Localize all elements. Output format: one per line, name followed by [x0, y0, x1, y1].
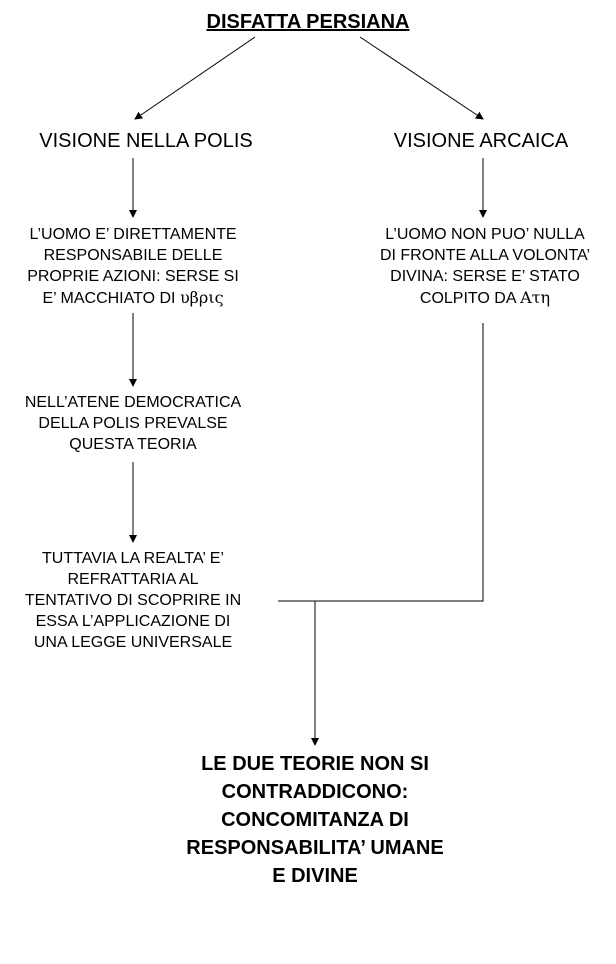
text-line: QUESTA TEORIA	[69, 436, 197, 453]
text-line: CONCOMITANZA DI	[221, 809, 409, 831]
text-line: DIVINA: SERSE E’ STATO	[390, 268, 580, 285]
text-line: E DIVINE	[272, 865, 358, 887]
text-line: DI FRONTE ALLA VOLONTA’	[379, 247, 591, 264]
left-box-reality	[0, 548, 273, 653]
conclusion-box	[138, 750, 492, 890]
text-line: DELLA POLIS PREVALSE	[38, 415, 228, 432]
text-line: LE DUE TEORIE NON SI	[201, 753, 429, 775]
text-line: CONTRADDICONO:	[221, 781, 409, 803]
left-box-responsibility	[0, 224, 273, 309]
right-branch-heading: VISIONE ARCAICA	[393, 130, 569, 152]
text-line: NELL’ATENE DEMOCRATICA	[24, 394, 242, 411]
arrow-title-to-right	[360, 37, 483, 119]
text-line: ESSA L’APPLICAZIONE DI	[35, 613, 231, 630]
text-line: L’UOMO E’ DIRETTAMENTE	[29, 226, 237, 243]
line-right-down-and-join	[278, 323, 483, 601]
greek-ate: Ατη	[520, 288, 551, 307]
diagram-title: DISFATTA PERSIANA	[206, 11, 410, 33]
left-branch-heading: VISIONE NELLA POLIS	[39, 130, 253, 152]
text-fragment: COLPITO DA	[419, 290, 521, 307]
text-line: RESPONSABILITA’ UMANE	[186, 837, 444, 859]
text-line: PROPRIE AZIONI: SERSE SI	[27, 268, 239, 285]
right-box-divine-will	[335, 224, 616, 309]
text-fragment: E’ MACCHIATO DI	[42, 290, 180, 307]
text-line: UNA LEGGE UNIVERSALE	[33, 634, 233, 651]
text-line	[0, 287, 273, 309]
left-box-athens	[0, 392, 273, 455]
text-line: RESPONSABILE DELLE	[43, 247, 223, 264]
greek-hybris: υβρις	[179, 288, 224, 307]
text-line: TENTATIVO DI SCOPRIRE IN	[24, 592, 242, 609]
text-line: TUTTAVIA LA REALTA’ E’	[42, 550, 224, 567]
arrow-title-to-left	[135, 37, 255, 119]
text-line: L’UOMO NON PUO’ NULLA	[385, 226, 585, 243]
text-line: REFRATTARIA AL	[67, 571, 199, 588]
text-line	[335, 287, 616, 309]
